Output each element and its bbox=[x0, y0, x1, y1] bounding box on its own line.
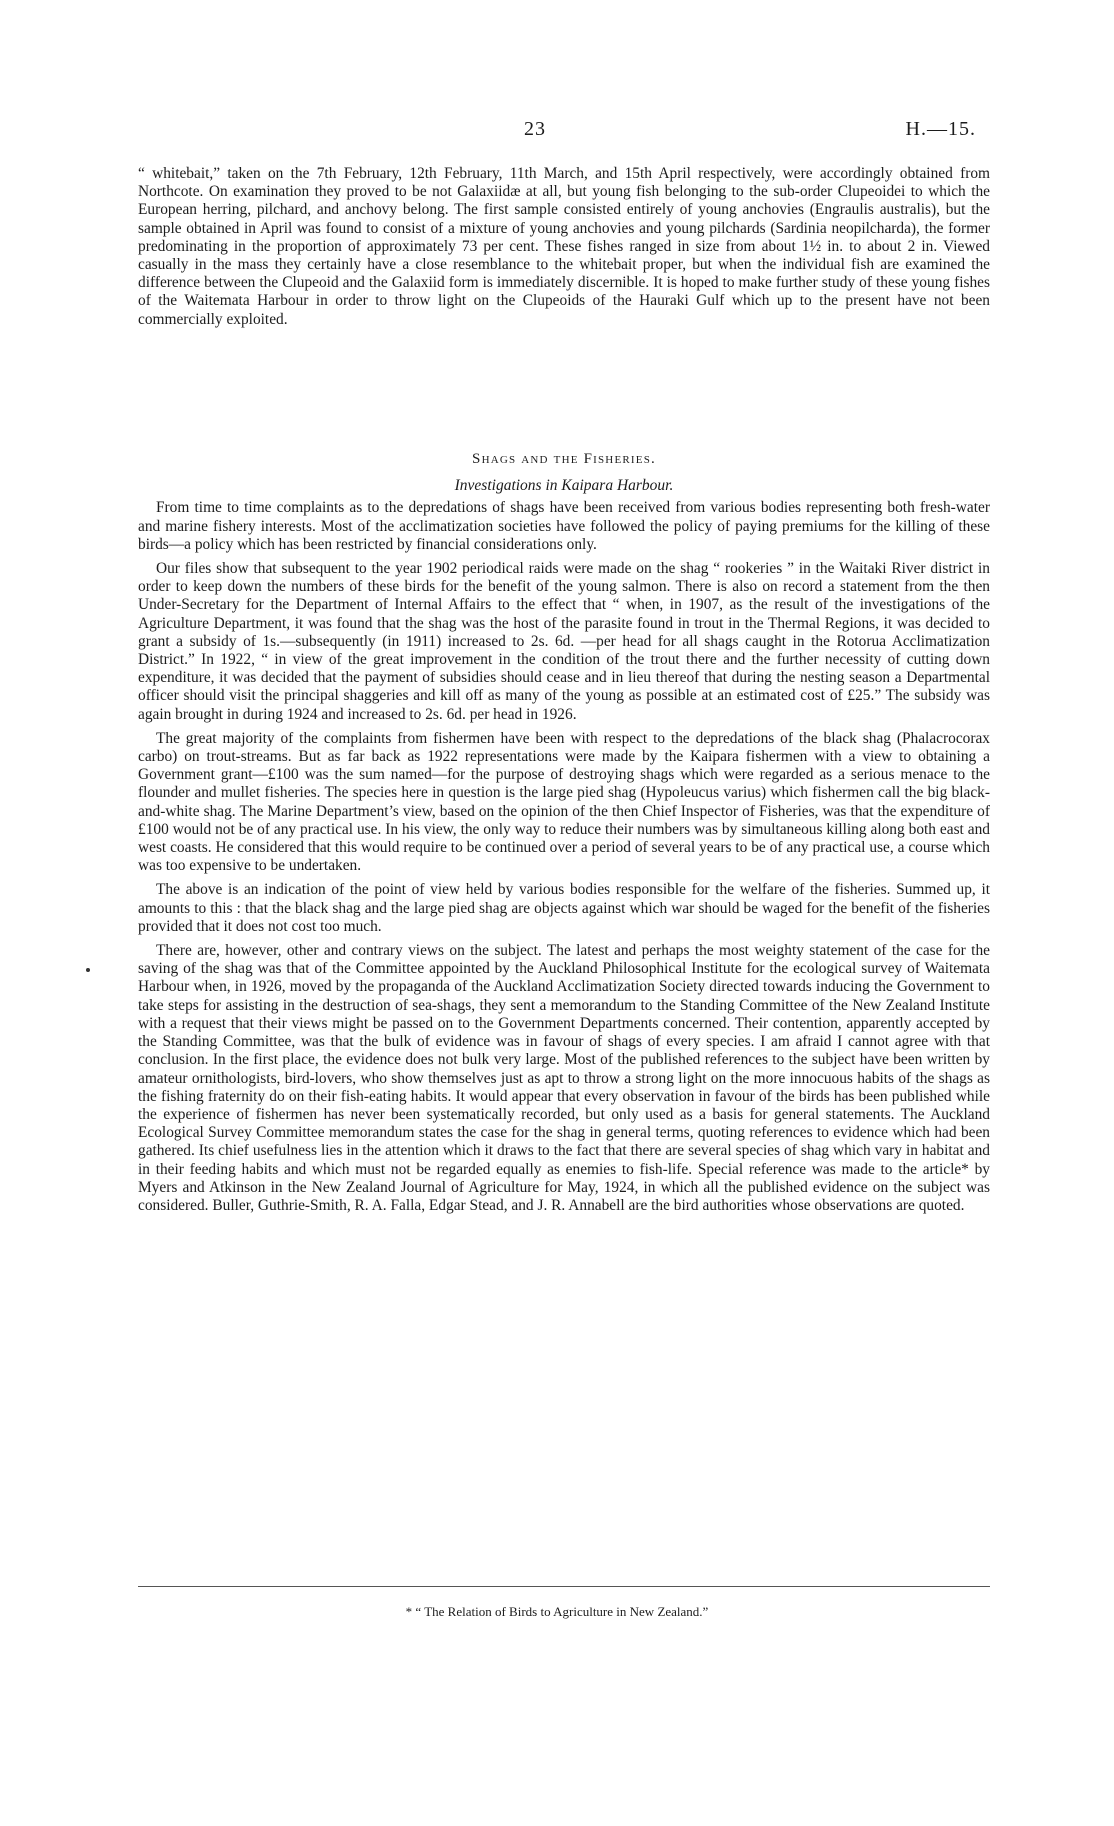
section-paragraph-3: The great majority of the complaints from fishermen have been with respect to the depredations of the black shag (Phalacrocorax carbo) on trout-streams. But as far back as 1922 representations were made by the Kaipara fishermen with a view to obtaining a Government grant—£100 was the sum named—for the purpose of destroying shags which were regarded as a serious menace to the flounder and mullet fisheries. The species here in question is the large pied shag (Hypoleucus varius) which fishermen call the big black-and-white shag. The Marine Department’s view, based on the opinion of the then Chief Inspector of Fisheries, was that the expenditure of £100 would not be of any practical use. In his view, the only way to reduce their numbers was by simultaneous killing along both east and west coasts. He considered that this would require to be continued over a period of several years to be of any practical use, a course which was too expensive to be undertaken. bbox=[138, 729, 990, 875]
section-paragraph-1: From time to time complaints as to the depredations of shags have been received from various bodies representing both fresh-water and marine fishery interests. Most of the acclimatization societies have followed the policy of paying premiums for the killing of these birds—a policy which has been restricted by financial considerations only. bbox=[138, 499, 990, 553]
shags-section bbox=[138, 450, 990, 1221]
section-subtitle: Investigations in Kaipara Harbour. bbox=[454, 477, 674, 495]
intro-section bbox=[138, 165, 990, 335]
margin-mark bbox=[86, 968, 90, 972]
document-reference: H.—15. bbox=[905, 118, 976, 140]
intro-paragraph: “ whitebait,” taken on the 7th February, 12th February, 11th March, and 15th April respectively, were accordingly obtained from Northcote. On examination they proved to be not Galaxiidæ at all, but young fish belonging to the sub-order Clupeoidei to which the European herring, pilchard, and anchovy belong. The first sample consisted entirely of young anchovies (Engraulis australis), but the sample obtained in April was found to consist of a mixture of young anchovies and young pilchards (Sardinia neopilcharda), the former predominating in the proportion of approximately 73 per cent. These fishes ranged in size from about 1½ in. to about 2 in. Viewed casually in the mass they certainly have a close resemblance to the whitebait proper, but when the individual fish are examined the difference between the Clupeoid and the Galaxiid form is immediately discernible. It is hoped to make further study of these young fishes of the Waitemata Harbour in order to throw light on the Clupeoids of the Hauraki Gulf which up to the present have not been commercially exploited. bbox=[138, 165, 990, 328]
section-title: Shags and the Fisheries. bbox=[472, 451, 656, 467]
section-paragraph-5: There are, however, other and contrary views on the subject. The latest and perhaps the most weighty statement of the case for the saving of the shag was that of the Committee appointed by the Auckland Philosophical Institute for the ecological survey of Waitemata Harbour when, in 1926, moved by the propaganda of the Auckland Acclimatization Society directed towards inducing the Government to take steps for assisting in the destruction of sea-shags, they sent a memorandum to the Standing Committee of the New Zealand Institute with a request that their views might be passed on to the Government Departments concerned. Their contention, apparently accepted by the Standing Committee, was that the bulk of evidence was in favour of shags of every species. I am afraid I cannot agree with that conclusion. In the first place, the evidence does not bulk very large. Most of the published references to the subject have been written by amateur ornithologists, bird-lovers, who show themselves just as apt to throw a strong light on the more innocuous habits of the shags as the fishing fraternity do on their fish-eating habits. It would appear that every observation in favour of the birds has been published while the experience of fishermen has never been systematically recorded, but only used as a basis for general statements. The Auckland Ecological Survey Committee memorandum states the case for the shag in general terms, quoting references to evidence which had been gathered. Its chief usefulness lies in the attention which it draws to the fact that there are several species of shag which vary in habitat and in their feeding habits and which must not be regarded equally as enemies to fish-life. Special reference was made to the article* by Myers and Atkinson in the New Zealand Journal of Agriculture for May, 1924, in which all the published evidence on the subject was considered. Buller, Guthrie-Smith, R. A. Falla, Edgar Stead, and J. R. Annabell are the bird authorities whose observations are quoted. bbox=[138, 942, 990, 1214]
section-paragraph-4: The above is an indication of the point of view held by various bodies responsible for the welfare of the fisheries. Summed up, it amounts to this : that the black shag and the large pied shag are objects against which war should be waged for the benefit of the fisheries provided that it does not cost too much. bbox=[138, 881, 990, 935]
footnote: * “ The Relation of Birds to Agriculture in New Zealand.” bbox=[405, 1604, 709, 1619]
page-header bbox=[0, 118, 1114, 148]
section-paragraph-2: Our files show that subsequent to the year 1902 periodical raids were made on the shag “ rookeries ” in the Waitaki River district in order to keep down the numbers of these birds for the benefit of the young salmon. There is also on record a statement from the then Under-Secretary for the Department of Internal Affairs to the effect that “ when, in 1907, as the result of the investigations of the Agriculture Department, it was found that the shag was the host of the parasite found in trout in the Thermal Regions, it was decided to grant a subsidy of 1s.—subsequently (in 1911) increased to 2s. 6d. —per head for all shags caught in the Rotorua Acclimatization District.” In 1922, “ in view of the great improvement in the condition of the trout there and the further necessity of cutting down expenditure, it was decided that the payment of subsidies should cease and in lieu thereof that during the nesting season a Departmental officer should visit the principal shaggeries and kill off as many of the young as possible at an estimated cost of £25.” The subsidy was again brought in during 1924 and increased to 2s. 6d. per head in 1926. bbox=[138, 560, 990, 723]
page-number: 23 bbox=[524, 118, 546, 140]
footnote-rule bbox=[138, 1586, 990, 1587]
